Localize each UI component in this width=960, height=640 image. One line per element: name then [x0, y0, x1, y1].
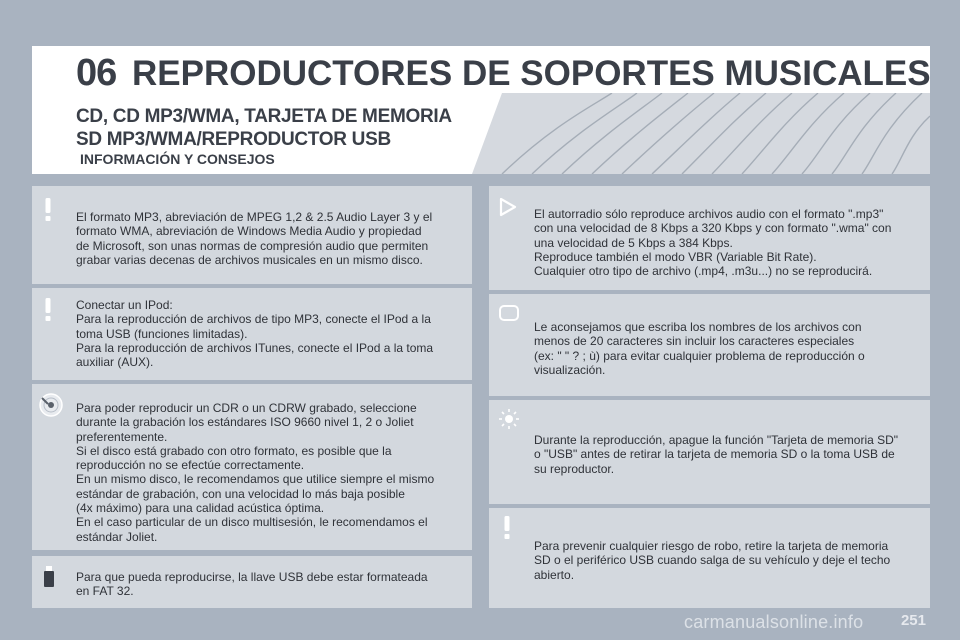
- info-text: El formato MP3, abreviación de MPEG 1,2 & 2.5 Audio Layer 3 y el formato WMA, abreviación de Windows Media Audio y propiedad de Microsoft, son unas normas de compresión audio que permiten grabar varias decenas de archivos musicales en un mismo disco.: [76, 210, 433, 267]
- info-box-ipod: [32, 288, 472, 380]
- subtitle-line-1: CD, CD MP3/WMA, TARJETA DE MEMORIA: [76, 106, 452, 127]
- info-text: El autorradio sólo reproduce archivos audio con el formato ".mp3" con una velocidad de 8 Kbps a 320 Kbps y con formato ".wma" con una velocidad de 5 Kbps a 384 Kbps. Reproduce también el modo VBR (Variable Bit Rate). Cualquier otro tipo de archivo (.mp4, .m3u...) no se reproducirá.: [534, 207, 892, 279]
- info-box-formats: [489, 186, 930, 290]
- info-box-theft: [489, 508, 930, 608]
- chapter-number: 06: [76, 52, 117, 94]
- info-text: Para poder reproducir un CDR o un CDRW grabado, seleccione durante la grabación los estándares ISO 9660 nivel 1, 2 o Joliet preferentemente. Si el disco está grabado con otro formato, es posible que la reproducción no se efectúe correctamente. En un mismo disco, le recomendamos que utilice siempre el mismo estándar de grabación, con una velocidad lo más baja posible (4x máximo) para una calidad acústica óptima. En el caso particular de un disco multisesión, le recomendamos el estándar Joliet.: [76, 401, 435, 544]
- rounded-square-icon: [498, 304, 520, 322]
- watermark: carmanualsonline.info: [684, 612, 864, 632]
- page-number: 251: [900, 612, 926, 629]
- info-text: Le aconsejamos que escriba los nombres de los archivos con menos de 20 caracteres sin incluir los caracteres especiales (ex: " " ? ; ù) para evitar cualquier problema de reproducción o visualización.: [534, 320, 865, 377]
- warning-exclamation-icon: [41, 298, 55, 322]
- info-text: Conectar un IPod: Para la reproducción de archivos de tipo MP3, conecte el IPod a la toma USB (funciones limitadas). Para la reproducción de archivos ITunes, conecte el IPod a la toma auxiliar (AUX).: [76, 298, 434, 370]
- play-triangle-icon: [499, 197, 517, 217]
- info-box-playback: [489, 400, 930, 504]
- warning-exclamation-icon: [41, 198, 55, 222]
- eco-sun-icon: [498, 408, 520, 430]
- info-box-usb: [32, 556, 472, 608]
- info-text: Durante la reproducción, apague la función "Tarjeta de memoria SD" o "USB" antes de retirar la tarjeta de memoria SD o la toma USB de su reproductor.: [534, 433, 899, 476]
- disc-icon: [38, 392, 64, 418]
- info-box-filenames: [489, 294, 930, 396]
- usb-key-icon: [43, 566, 55, 588]
- section-heading: INFORMACIÓN Y CONSEJOS: [80, 151, 275, 167]
- info-box-mp3-wma: [32, 186, 472, 284]
- subtitle-line-2: SD MP3/WMA/REPRODUCTOR USB: [76, 129, 391, 150]
- info-text: Para prevenir cualquier riesgo de robo, retire la tarjeta de memoria SD o el periférico USB cuando salga de su vehículo y deje el techo abierto.: [534, 539, 891, 582]
- info-box-cdr: [32, 384, 472, 550]
- warning-exclamation-icon: [500, 516, 514, 540]
- info-text: Para que pueda reproducirse, la llave USB debe estar formateada en FAT 32.: [76, 570, 428, 599]
- page-title: REPRODUCTORES DE SOPORTES MUSICALES: [132, 54, 931, 93]
